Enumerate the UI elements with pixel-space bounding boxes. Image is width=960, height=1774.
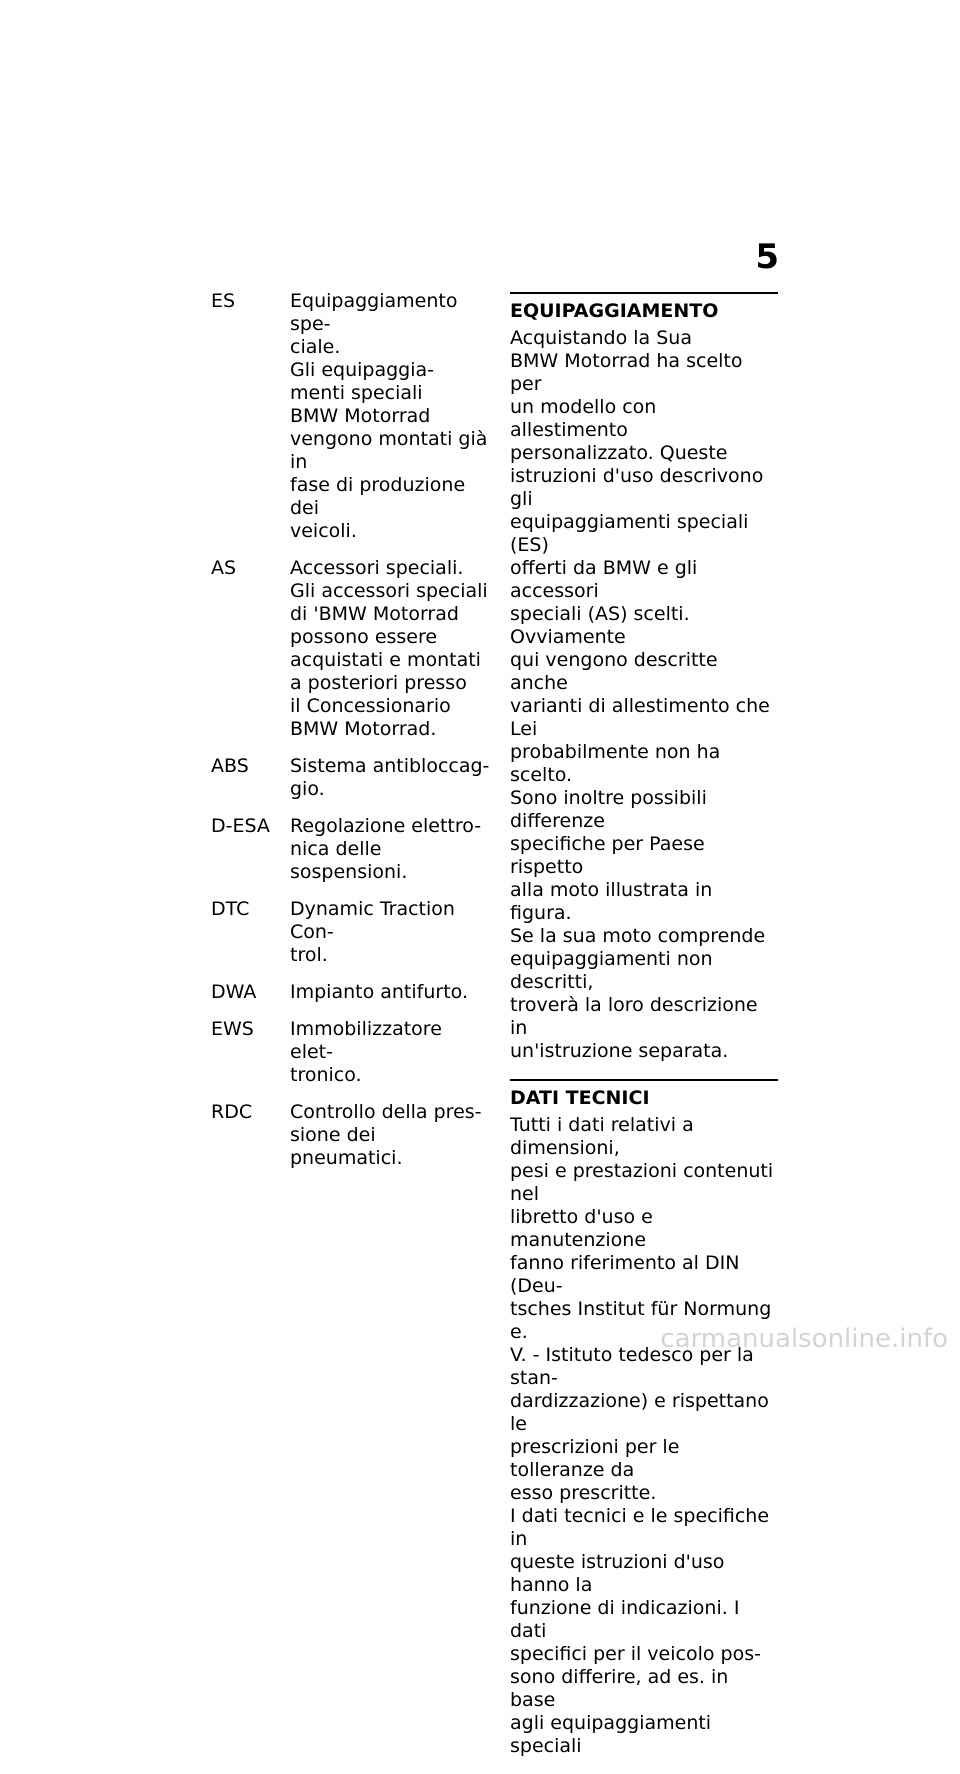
text-line: possono essere xyxy=(290,626,438,648)
abbreviation-description xyxy=(290,1018,490,1087)
text-line: gio. xyxy=(290,778,325,800)
text-line: probabilmente non ha scelto. xyxy=(510,741,721,786)
text-line: BMW Motorrad xyxy=(290,405,431,427)
text-line: istruzioni d'uso descrivono gli xyxy=(510,465,764,510)
text-line: un modello con allestimento xyxy=(510,396,657,441)
abbreviation-entry xyxy=(211,898,491,967)
text-line: ciale. xyxy=(290,336,341,358)
abbreviation-term: RDC xyxy=(211,1101,253,1123)
text-line: Regolazione elettro- xyxy=(290,815,482,837)
text-line: Controllo della pres- xyxy=(290,1101,482,1123)
text-line: Immobilizzatore elet- xyxy=(290,1018,442,1063)
abbreviation-description xyxy=(290,557,490,741)
text-line: un'istruzione separata. xyxy=(510,1040,729,1062)
abbreviation-term: DWA xyxy=(211,981,257,1003)
text-line: Impianto antifurto. xyxy=(290,981,468,1003)
abbreviation-description xyxy=(290,1101,490,1170)
section-body xyxy=(510,327,778,1063)
text-line: Dynamic Traction Con- xyxy=(290,898,455,943)
abbreviation-term: ABS xyxy=(211,755,249,777)
abbreviation-entry xyxy=(211,981,491,1004)
text-line: vengono montati già in xyxy=(290,428,488,473)
section-technical-data xyxy=(510,1079,778,1758)
abbreviation-term: ES xyxy=(211,290,236,312)
text-line: alla moto illustrata in figura. xyxy=(510,879,713,924)
text-line: pesi e prestazioni contenuti nel xyxy=(510,1160,774,1205)
abbreviation-list xyxy=(211,290,491,1184)
text-line: Equipaggiamento spe- xyxy=(290,290,458,335)
page-number: 5 xyxy=(755,237,779,277)
text-line: Sono inoltre possibili differenze xyxy=(510,787,707,832)
abbreviation-description xyxy=(290,815,490,884)
abbreviation-entry xyxy=(211,755,491,801)
text-line: trol. xyxy=(290,944,328,966)
section-heading: EQUIPAGGIAMENTO xyxy=(510,300,719,322)
text-line: BMW Motorrad ha scelto per xyxy=(510,350,743,395)
abbreviation-description xyxy=(290,290,490,543)
abbreviation-term: D-ESA xyxy=(211,815,270,837)
text-line: queste istruzioni d'uso hanno la xyxy=(510,1551,725,1596)
text-line: offerti da BMW e gli accessori xyxy=(510,557,698,602)
text-line: veicoli. xyxy=(290,520,357,542)
text-line: prescrizioni per le tolleranze da xyxy=(510,1436,680,1481)
abbreviation-entry xyxy=(211,815,491,884)
section-body xyxy=(510,1114,778,1758)
text-line: V. - Istituto tedesco per la stan- xyxy=(510,1344,754,1389)
text-line: Acquistando la Sua xyxy=(510,327,692,349)
abbreviation-description xyxy=(290,898,490,967)
text-line: troverà la loro descrizione in xyxy=(510,994,758,1039)
text-line: menti speciali xyxy=(290,382,423,404)
text-line: nica delle sospensioni. xyxy=(290,838,408,883)
text-line: Tutti i dati relativi a dimensioni, xyxy=(510,1114,694,1159)
text-line: dardizzazione) e rispettano le xyxy=(510,1390,769,1435)
text-line: specifici per il veicolo pos- xyxy=(510,1643,761,1665)
text-line: equipaggiamenti non descritti, xyxy=(510,948,713,993)
text-line: Se la sua moto comprende xyxy=(510,925,766,947)
abbreviation-term: AS xyxy=(211,557,237,579)
text-line: Sistema antibloccag- xyxy=(290,755,490,777)
text-line: sione dei pneumatici. xyxy=(290,1124,403,1169)
text-line: sono differire, ad es. in base xyxy=(510,1666,729,1711)
section-heading: DATI TECNICI xyxy=(510,1087,650,1109)
abbreviation-entry xyxy=(211,1018,491,1087)
text-line: equipaggiamenti speciali (ES) xyxy=(510,511,749,556)
abbreviation-entry xyxy=(211,1101,491,1170)
text-line: esso prescritte. xyxy=(510,1482,657,1504)
text-line: agli equipaggiamenti speciali xyxy=(510,1712,712,1757)
abbreviation-entry xyxy=(211,290,491,543)
text-line: a posteriori presso xyxy=(290,672,467,694)
abbreviation-term: DTC xyxy=(211,898,250,920)
text-line: qui vengono descritte anche xyxy=(510,649,718,694)
text-line: tronico. xyxy=(290,1064,362,1086)
abbreviation-entry xyxy=(211,557,491,741)
watermark: carmanualsonline.info xyxy=(660,1324,948,1354)
text-line: varianti di allestimento che Lei xyxy=(510,695,770,740)
text-line: funzione di indicazioni. I dati xyxy=(510,1597,740,1642)
main-text-column xyxy=(510,292,778,1774)
text-line: Gli accessori speciali xyxy=(290,580,488,602)
abbreviation-description xyxy=(290,981,490,1004)
text-line: personalizzato. Queste xyxy=(510,442,728,464)
text-line: fanno riferimento al DIN (Deu- xyxy=(510,1252,740,1297)
abbreviation-description xyxy=(290,755,490,801)
text-line: il Concessionario xyxy=(290,695,451,717)
abbreviation-term: EWS xyxy=(211,1018,254,1040)
text-line: tsches Institut für Normung e. xyxy=(510,1298,772,1343)
text-line: Accessori speciali. xyxy=(290,557,464,579)
text-line: speciali (AS) scelti. Ovviamente xyxy=(510,603,690,648)
text-line: I dati tecnici e le specifiche in xyxy=(510,1505,770,1550)
text-line: fase di produzione dei xyxy=(290,474,466,519)
text-line: specifiche per Paese rispetto xyxy=(510,833,705,878)
text-line: acquistati e montati xyxy=(290,649,481,671)
text-line: BMW Motorrad. xyxy=(290,718,437,740)
text-line: Gli equipaggia- xyxy=(290,359,434,381)
section-equipment xyxy=(510,292,778,1063)
text-line: di 'BMW Motorrad xyxy=(290,603,459,625)
text-line: libretto d'uso e manutenzione xyxy=(510,1206,653,1251)
